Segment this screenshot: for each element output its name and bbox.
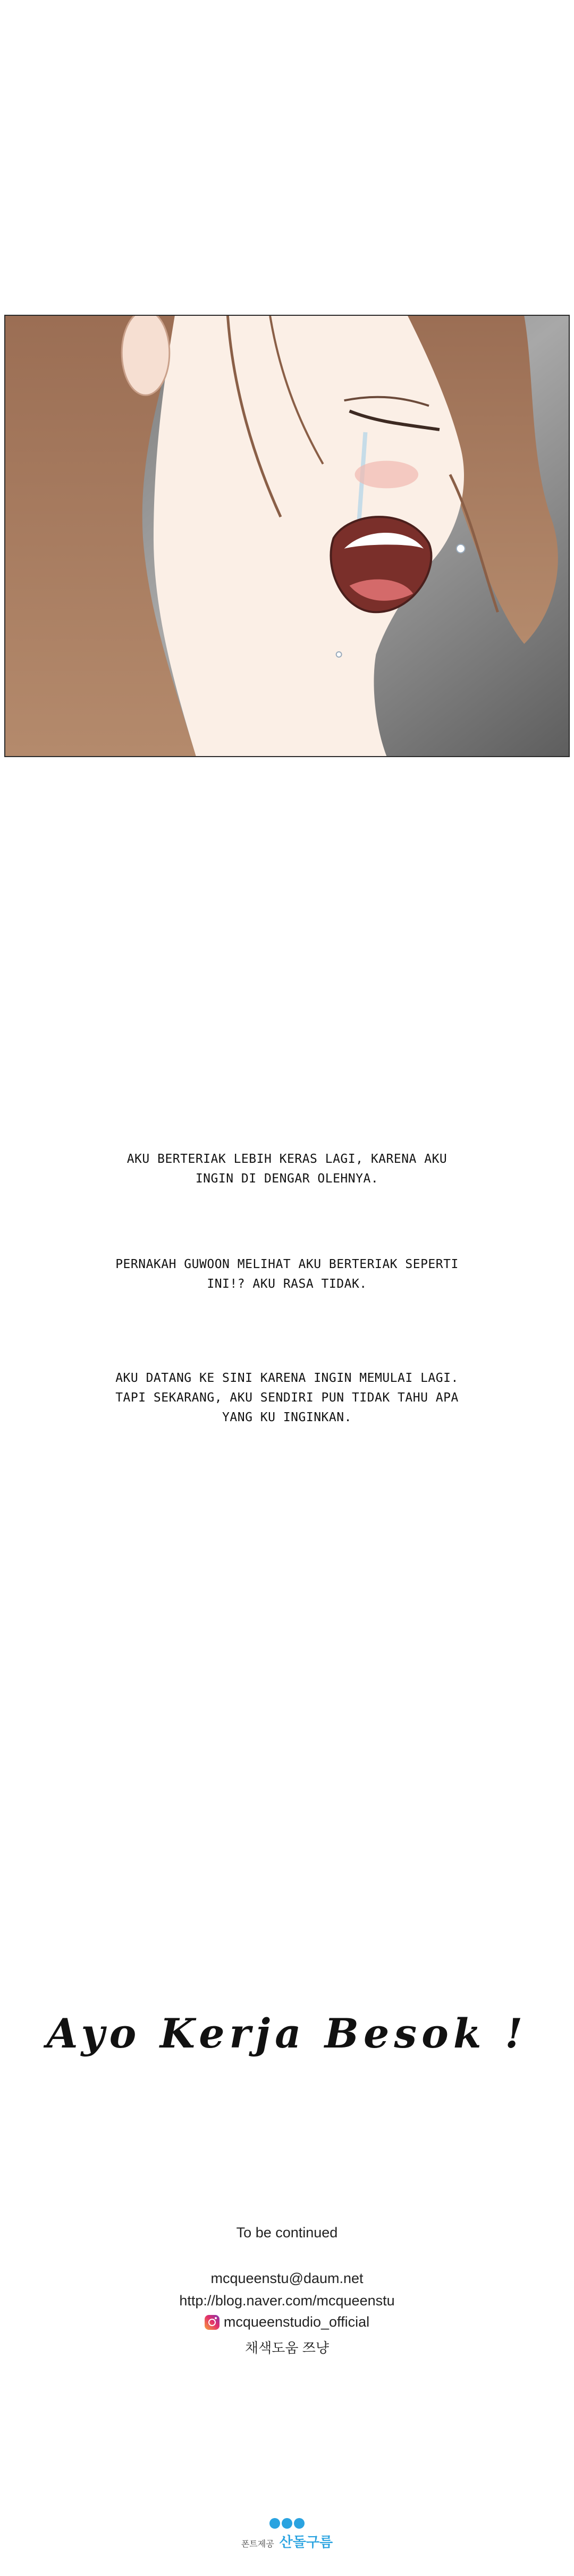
cloud-logo-icon [268,2518,306,2529]
author-email[interactable]: mcqueenstu@daum.net [210,2270,364,2286]
to-be-continued-text: To be continued [236,2225,338,2241]
font-provider-credit [0,2518,574,2551]
color-assist-credit: 채색도움 쯔냥 [245,2340,329,2356]
font-provider-label: 폰트제공 [241,2539,274,2549]
narration-text-1: AKU BERTERIAK LEBIH KERAS LAGI, KARENA AKU INGIN DI DENGAR OLEHNYA. [126,1152,448,1186]
instagram-credit[interactable] [0,2314,574,2334]
comic-panel [4,315,570,757]
narration-text-3: AKU DATANG KE SINI KARENA INGIN MEMULAI LAGI. TAPI SEKARANG, AKU SENDIRI PUN TIDAK TAHU APA YANG KU INGINKAN. [115,1371,459,1424]
instagram-icon [205,2315,220,2330]
author-blog-link[interactable]: http://blog.naver.com/mcqueenstu [179,2293,395,2309]
crying-woman-illustration [5,316,569,756]
instagram-handle[interactable]: mcqueenstudio_official [223,2314,370,2330]
episode-ending-title: Ayo Kerja Besok ! [46,2010,528,2057]
font-provider-brand: 산돌구름 [279,2535,333,2550]
narration-text-2: PERNAKAH GUWOON MELIHAT AKU BERTERIAK SEPERTI INI!? AKU RASA TIDAK. [115,1257,459,1291]
